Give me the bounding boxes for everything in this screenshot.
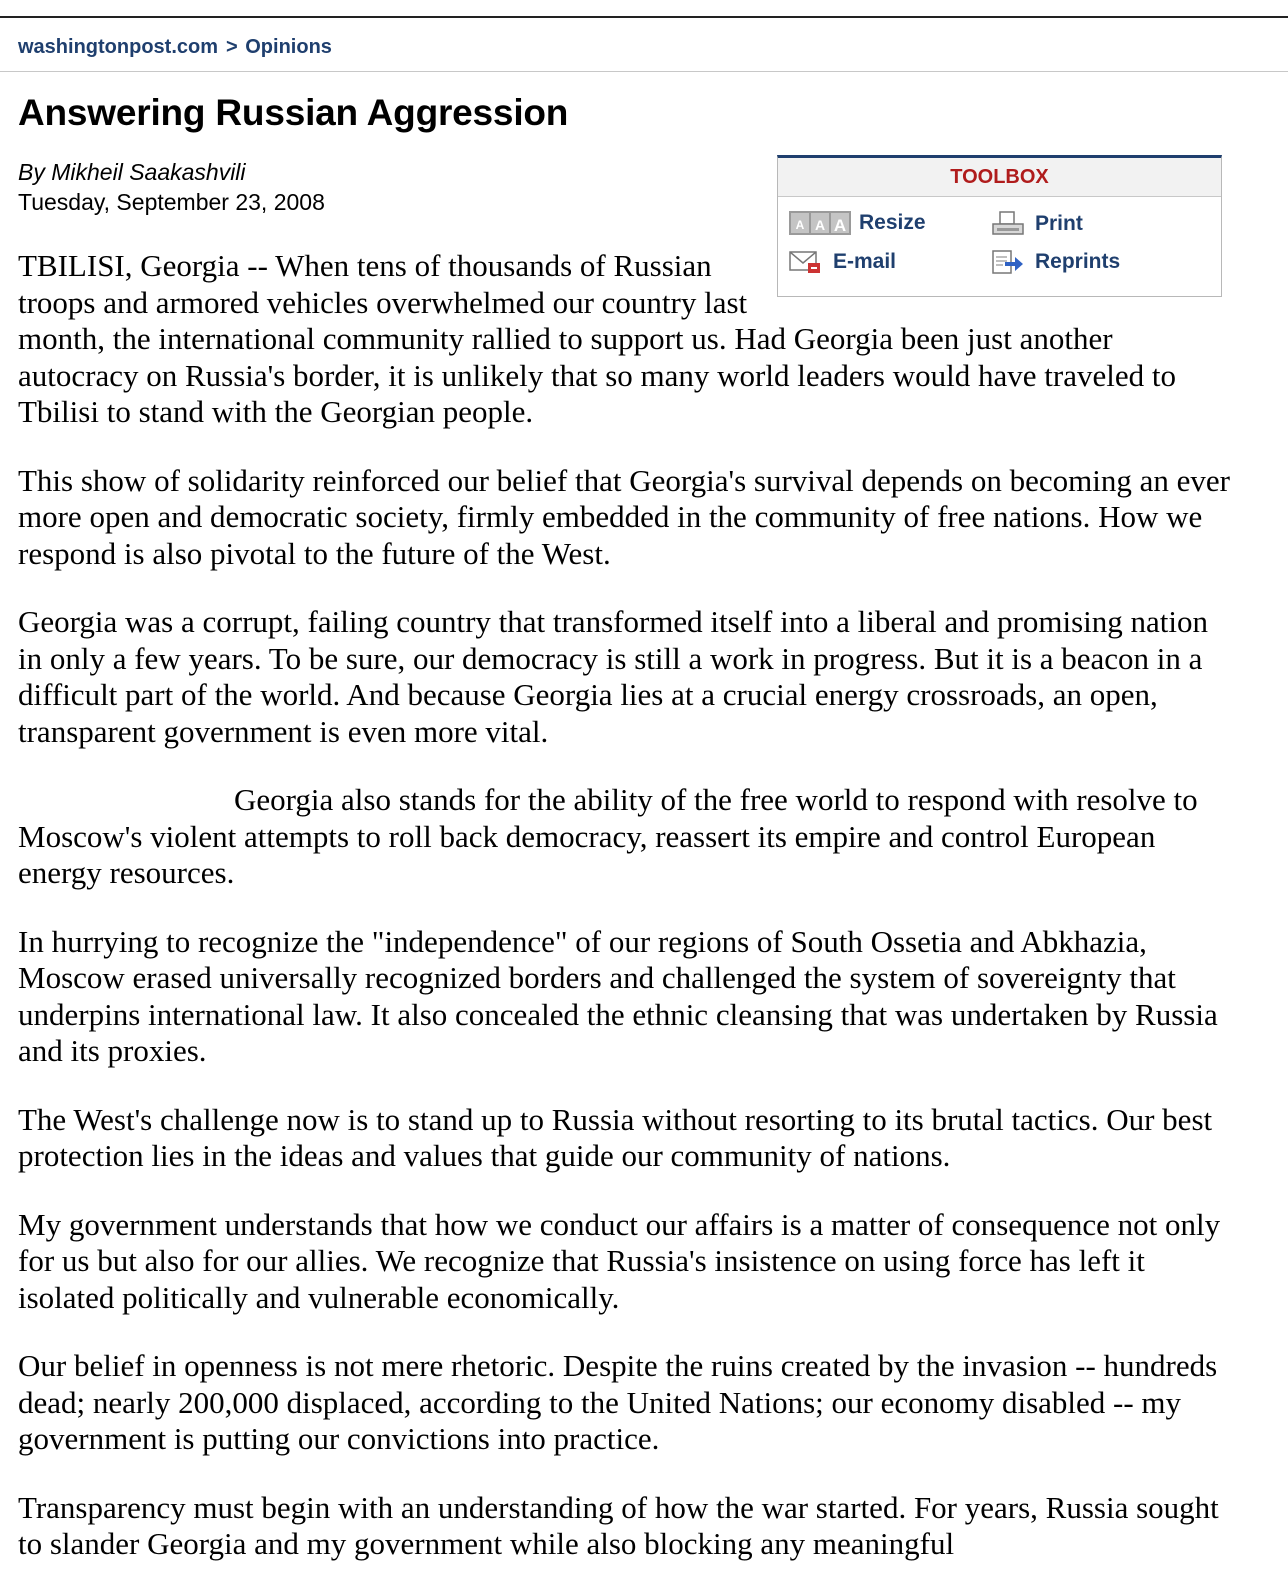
print-icon	[991, 211, 1025, 237]
top-rule	[0, 16, 1288, 18]
print-button[interactable]	[991, 211, 1083, 237]
svg-text:A: A	[795, 218, 805, 232]
svg-text:A: A	[833, 216, 847, 235]
toolbox-title: TOOLBOX	[778, 158, 1221, 197]
article-headline: Answering Russian Aggression	[18, 92, 569, 133]
breadcrumb-site-link[interactable]: washingtonpost.com	[18, 36, 218, 58]
article-paragraph: Georgia also stands for the ability of the free world to respond with resolve to Moscow's violent attempts to roll back democracy, reassert its empire and control European energy resources.	[18, 782, 1198, 890]
breadcrumb	[18, 36, 332, 59]
article-paragraph: Georgia was a corrupt, failing country that transformed itself into a liberal and promising nation in only a few years. To be sure, our democracy is still a work in progress. But it is a beacon in a difficult part of the world. And because Georgia lies at a crucial energy crossroads, an open, transparent government is even more vital.	[18, 604, 1209, 749]
email-label: E-mail	[833, 250, 897, 273]
svg-text:A: A	[814, 217, 826, 233]
article-date: Tuesday, September 23, 2008	[18, 189, 325, 215]
breadcrumb-divider	[0, 71, 1288, 72]
bottom-fade	[0, 1566, 1288, 1596]
resize-label: Resize	[859, 211, 926, 234]
article-paragraph: The West's challenge now is to stand up to Russia without resorting to its brutal tactics. Our best protection lies in the ideas and values that guide our community of nations.	[18, 1101, 1213, 1173]
article-byline: By Mikheil Saakashvili	[18, 159, 246, 185]
print-label: Print	[1035, 212, 1083, 235]
resize-icon	[789, 210, 851, 236]
breadcrumb-section-link[interactable]: Opinions	[245, 36, 332, 58]
article-paragraph: Transparency must begin with an understanding of how the war started. For years, Russia sought to slander Georgia and my government while also blocking any meaningful	[18, 1489, 1219, 1561]
article-paragraph: My government understands that how we conduct our affairs is a matter of consequence not only for us but also for our allies. We recognize that Russia's insistence on using force has left it isolated politically and vulnerable economically.	[18, 1206, 1221, 1315]
article-body	[18, 248, 1230, 1595]
resize-button[interactable]	[789, 210, 926, 236]
article-paragraph: In hurrying to recognize the "independence" of our regions of South Ossetia and Abkhazia, Moscow erased universally recognized borders and challenged the system of sovereignty that underpins international law. It also concealed the ethnic cleansing that was undertaken by Russia and its proxies.	[18, 923, 1218, 1068]
article-paragraph: This show of solidarity reinforced our belief that Georgia's survival depends on becoming an ever more open and democratic society, firmly embedded in the community of free nations. How we respond is also pivotal to the future of the West.	[18, 462, 1230, 571]
article-paragraph: TBILISI, Georgia -- When tens of thousands of Russian troops and armored vehicles overwhelmed our country last month, the international community rallied to support us. Had Georgia been just another autocracy on Russia's border, it is unlikely that so many world leaders would have traveled to Tbilisi to stand with the Georgian people.	[18, 248, 1230, 431]
breadcrumb-separator: >	[226, 36, 238, 58]
toolbox-spacer	[760, 248, 1230, 308]
article-paragraph: Our belief in openness is not mere rhetoric. Despite the ruins created by the invasion -- hundreds dead; nearly 200,000 displaced, according to the United Nations; our economy disabled -- my government is putting our convictions into practice.	[18, 1348, 1218, 1456]
reprints-label: Reprints	[1035, 250, 1121, 273]
